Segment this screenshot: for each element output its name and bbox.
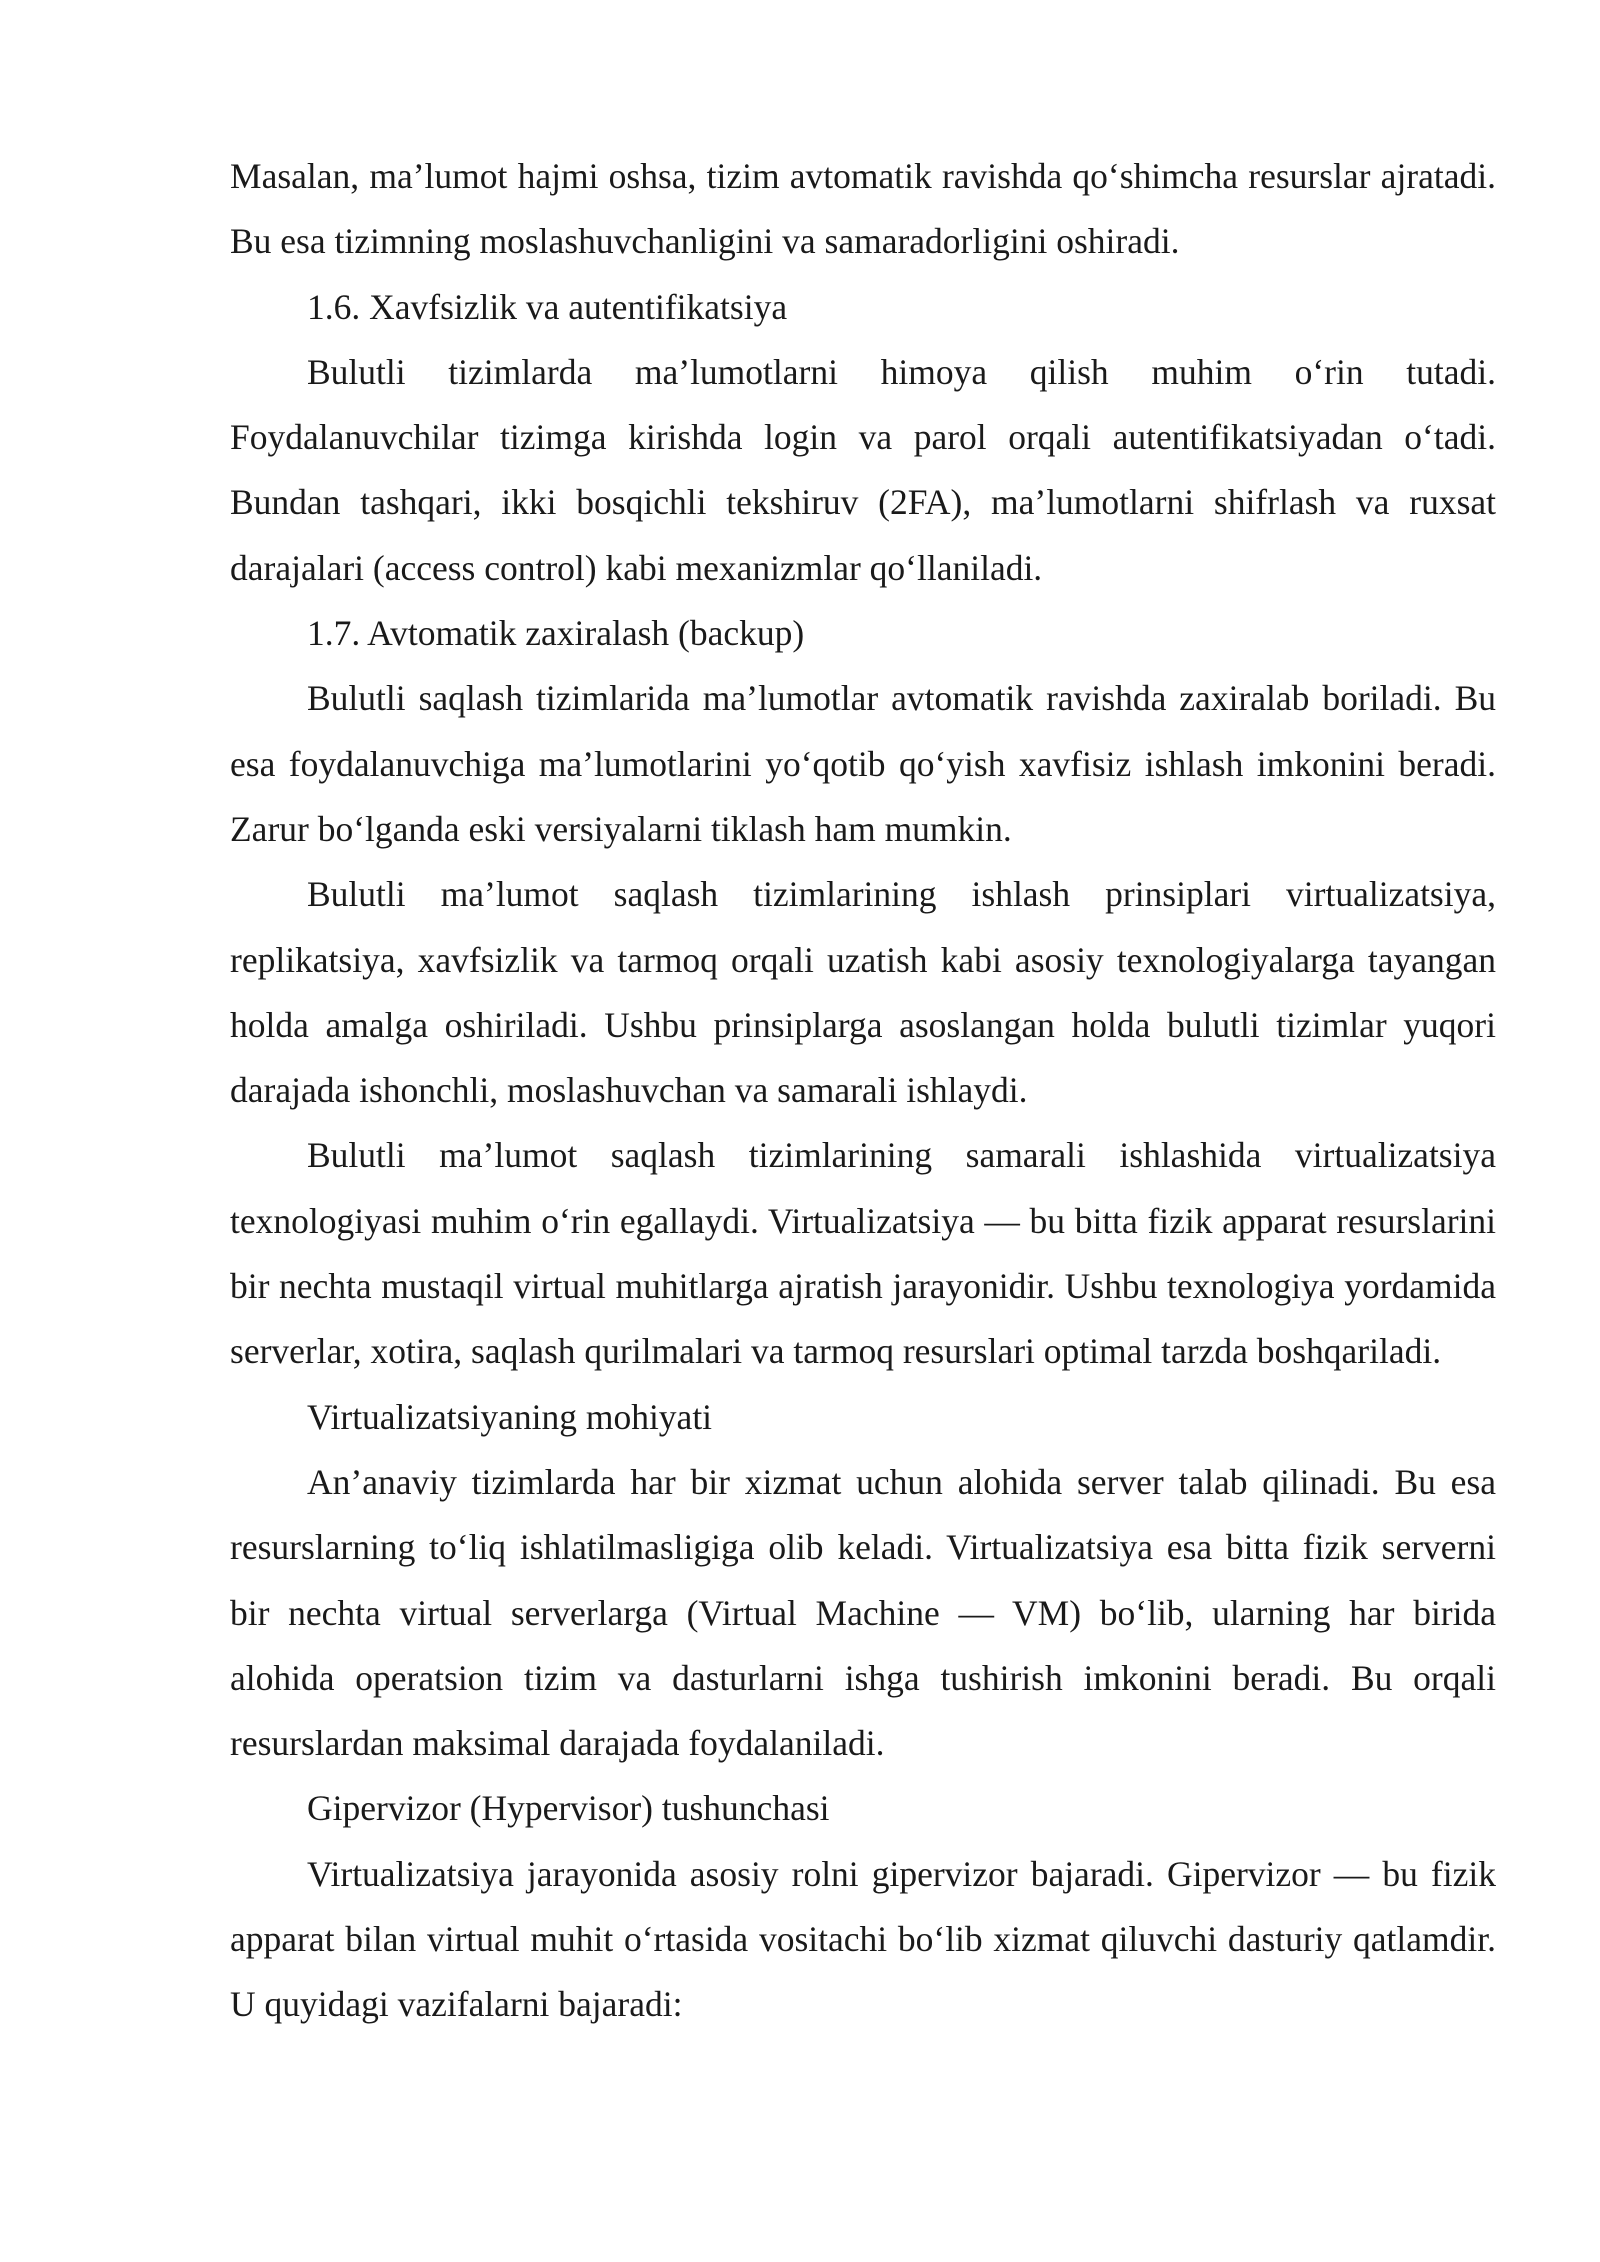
paragraph-continuation: Masalan, ma’lumot hajmi oshsa, tizim avtomatik ravishda qo‘shimcha resurslar ajratadi. Bu esa tizimning moslashuvchanligini va samaradorligini oshiradi. xyxy=(230,156,1496,262)
document-page xyxy=(230,144,1496,2038)
section-heading-virtualization-essence: Virtualizatsiyaning mohiyati xyxy=(307,1396,713,1437)
paragraph-principles-summary: Bulutli ma’lumot saqlash tizimlarining ishlash prinsiplari virtualizatsiya, replikatsiya, xavfsizlik va tarmoq orqali uzatish kabi asosiy texnologiyalarga tayangan holda amalga oshiriladi. Ushbu prinsiplarga asoslangan holda bulutli tizimlar yuqori darajada ishonchli, moslashuvchan va samarali ishlaydi. xyxy=(230,874,1496,1111)
paragraph-virtualization-intro: Bulutli ma’lumot saqlash tizimlarining samarali ishlashida virtualizatsiya texnologiyasi muhim o‘rin egallaydi. Virtualizatsiya — bu bitta fizik apparat resurslarini bir nechta mustaqil virtual muhitlarga ajratish jarayonidir. Ushbu texnologiya yordamida serverlar, xotira, saqlash qurilmalari va tarmoq resurslari optimal tarzda boshqariladi. xyxy=(230,1135,1496,1372)
paragraph-virtualization-essence: An’anaviy tizimlarda har bir xizmat uchun alohida server talab qilinadi. Bu esa resurslarning to‘liq ishlatilmasligiga olib keladi. Virtualizatsiya esa bitta fizik serverni bir nechta virtual serverlarga (Virtual Machine — VM) bo‘lib, ularning har birida alohida operatsion tizim va dasturlarni ishga tushirish imkonini beradi. Bu orqali resurslardan maksimal darajada foydalaniladi. xyxy=(230,1461,1496,1764)
paragraph-security: Bulutli tizimlarda ma’lumotlarni himoya qilish muhim o‘rin tutadi. Foydalanuvchilar tizimga kirishda login va parol orqali autentifikatsiyadan o‘tadi. Bundan tashqari, ikki bosqichli tekshiruv (2FA), ma’lumotlarni shifrlash va ruxsat darajalari (access control) kabi mexanizmlar qo‘llaniladi. xyxy=(230,351,1496,588)
section-heading-security: 1.6. Xavfsizlik va autentifikatsiya xyxy=(307,286,788,327)
section-heading-hypervisor: Gipervizor (Hypervisor) tushunchasi xyxy=(307,1788,830,1829)
paragraph-backup: Bulutli saqlash tizimlarida ma’lumotlar avtomatik ravishda zaxiralab boriladi. Bu esa foydalanuvchiga ma’lumotlarini yo‘qotib qo‘yish xavfisiz ishlash imkonini beradi. Zarur bo‘lganda eski versiyalarni tiklash ham mumkin. xyxy=(230,678,1496,849)
paragraph-hypervisor: Virtualizatsiya jarayonida asosiy rolni gipervizor bajaradi. Gipervizor — bu fizik apparat bilan virtual muhit o‘rtasida vositachi bo‘lib xizmat qiluvchi dasturiy qatlamdir. U quyidagi vazifalarni bajaradi: xyxy=(230,1853,1496,2025)
section-heading-backup: 1.7. Avtomatik zaxiralash (backup) xyxy=(307,613,805,654)
